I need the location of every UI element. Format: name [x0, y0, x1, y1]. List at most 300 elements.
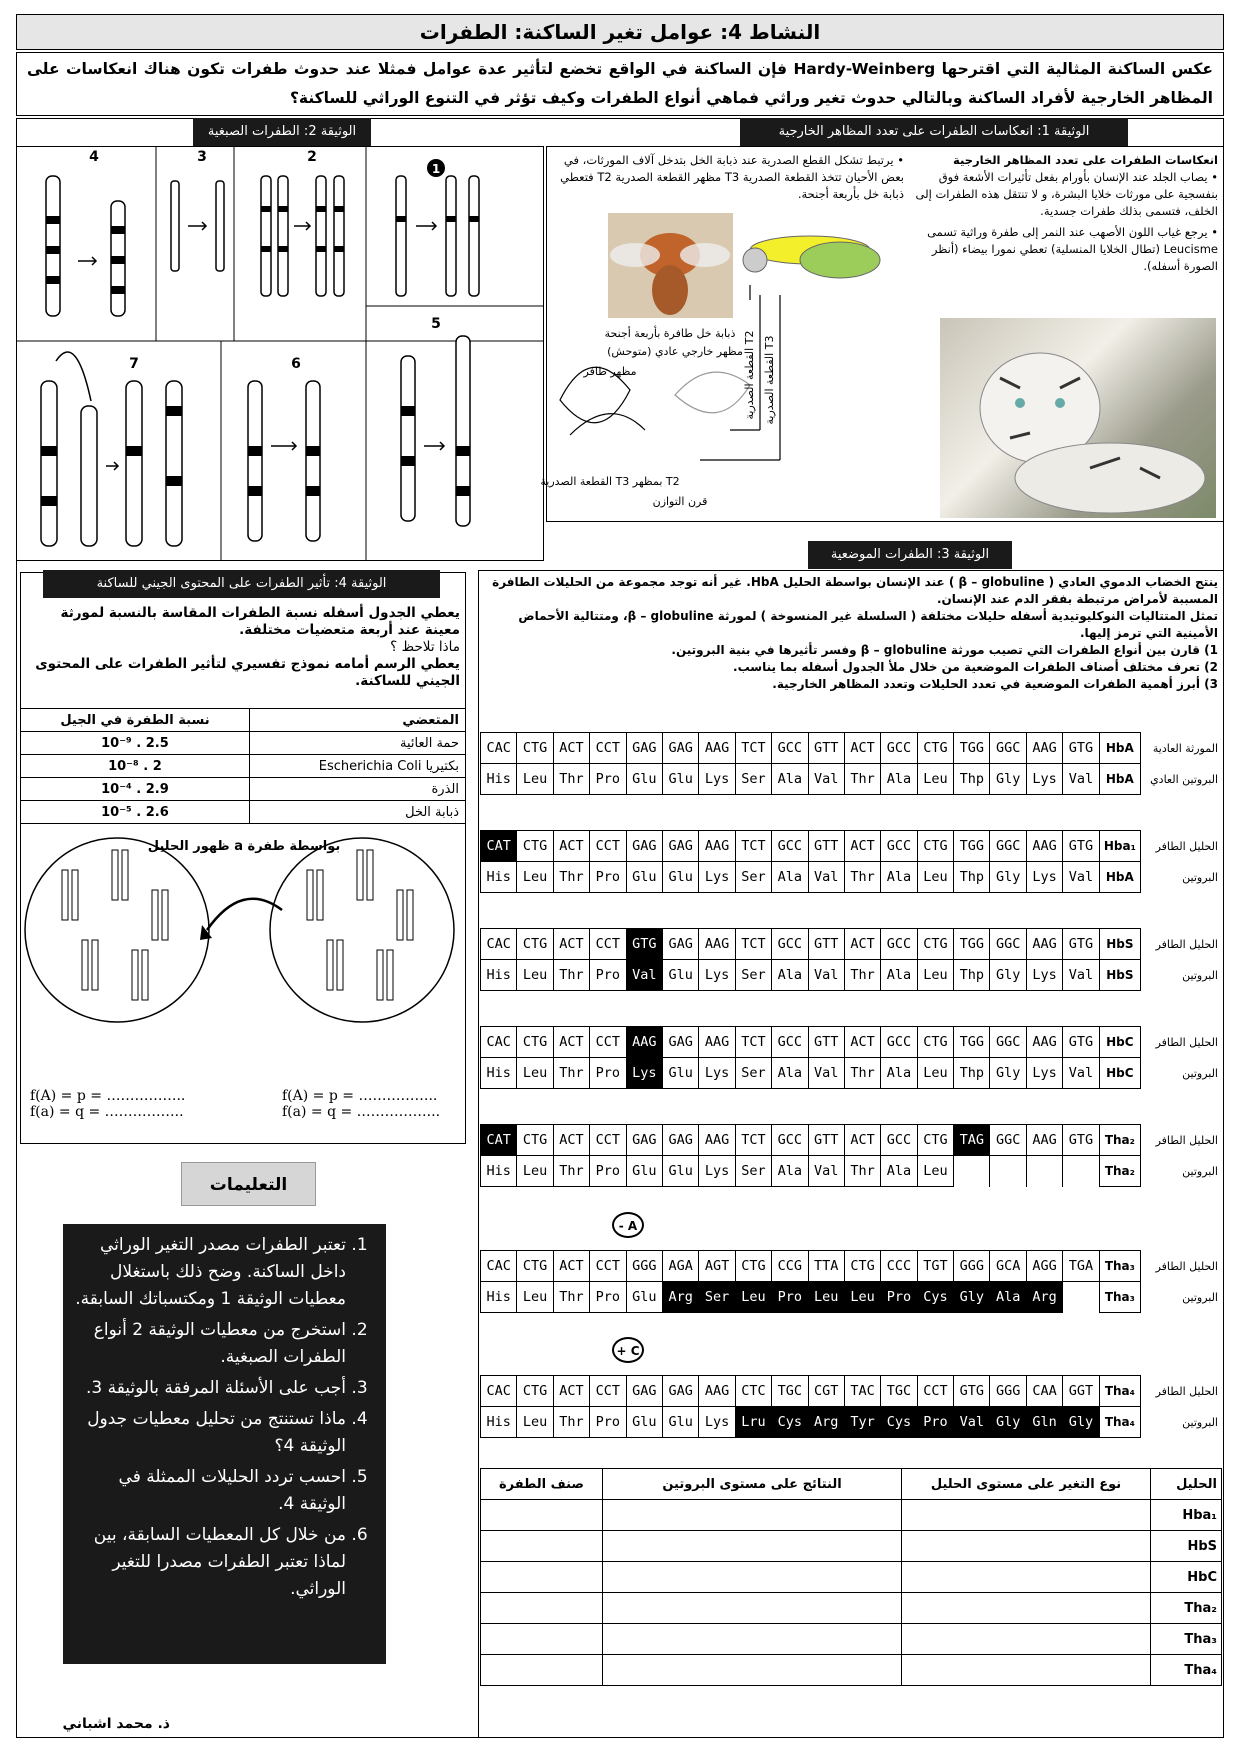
- doc2-number-5-text: 5: [431, 316, 441, 332]
- answer-cell[interactable]: [902, 1624, 1151, 1655]
- doc3-label: الوثيقة 3: الطفرات الموضعية: [808, 541, 1012, 569]
- fly-diagram-colored: [743, 236, 880, 278]
- answer-cell[interactable]: [481, 1624, 603, 1655]
- amino-acid-cell: Glu: [662, 960, 698, 991]
- amino-acid-cell: Pro: [590, 1058, 626, 1089]
- answer-cell[interactable]: [603, 1500, 902, 1531]
- answer-cell[interactable]: [481, 1562, 603, 1593]
- amino-acid-cell: Leu: [517, 1407, 553, 1438]
- answer-cell[interactable]: [481, 1655, 603, 1686]
- t3t2-caption: القطعة الصدرية T3 بمظهر T2: [540, 475, 680, 488]
- amino-acid-cell: Cys: [772, 1407, 808, 1438]
- amino-acid-cell: Lys: [626, 1058, 662, 1089]
- population-model-figure: [22, 830, 464, 1030]
- amino-acid-cell: Gly: [1063, 1407, 1099, 1438]
- protein-label: البروتين: [1141, 1156, 1222, 1187]
- codon-cell: ACT: [553, 929, 589, 960]
- answer-cell[interactable]: [603, 1562, 902, 1593]
- amino-acid-cell: Thr: [553, 764, 589, 795]
- codon-cell: GGC: [990, 831, 1026, 862]
- codon-cell: TGG: [954, 733, 990, 764]
- codon-cell: GTG: [1063, 1125, 1099, 1156]
- amino-acid-cell: Lys: [1026, 764, 1062, 795]
- table-header-organism: المتعضي: [249, 709, 465, 732]
- codon-cell: CTG: [844, 1251, 880, 1282]
- amino-acid-cell: Thp: [954, 960, 990, 991]
- mutation-rate-table: [20, 708, 466, 824]
- doc2-number-4-text: 4: [89, 149, 99, 165]
- amino-acid-cell: Lys: [699, 1407, 735, 1438]
- answer-cell[interactable]: [902, 1500, 1151, 1531]
- amino-acid-cell: Thr: [844, 960, 880, 991]
- codon-cell: GTG: [1063, 831, 1099, 862]
- protein-row: [481, 1407, 1223, 1438]
- answer-cell[interactable]: [603, 1624, 902, 1655]
- allele-name: Tha₃: [1099, 1251, 1140, 1282]
- doc2-number-1: [427, 159, 445, 177]
- mutation-marker: - A: [612, 1212, 644, 1238]
- doc1-p2: • يرجع غياب اللون الأصهب عند النمر إلى طفرة وراثية تسمى Leucisme (تطال الخلايا المنسلية) تعطي نمورا بيضاء (أنظر الصورة أسفله).: [927, 225, 1218, 273]
- codon-cell: CTG: [517, 733, 553, 764]
- codon-cell: TGC: [772, 1376, 808, 1407]
- allele-name: HbA: [1099, 733, 1140, 764]
- amino-acid-cell: Leu: [808, 1282, 844, 1313]
- codon-cell: TAC: [844, 1376, 880, 1407]
- codon-cell: AAG: [1026, 929, 1062, 960]
- allele-label: الحليل الطافر: [1141, 929, 1222, 960]
- org-cell: حمة العائية: [249, 732, 465, 755]
- amino-acid-cell: Val: [808, 960, 844, 991]
- amino-acid-cell: His: [481, 862, 517, 893]
- amino-acid-cell: Pro: [772, 1282, 808, 1313]
- amino-acid-cell: Thr: [553, 1156, 589, 1187]
- answer-cell[interactable]: [902, 1593, 1151, 1624]
- instruction-item: 3. أجب على الأسئلة المرفقة بالوثيقة 3.: [75, 1375, 346, 1402]
- allele-label: المورثة العادية: [1141, 733, 1222, 764]
- answer-row: [481, 1500, 1222, 1531]
- protein-row: [481, 764, 1223, 795]
- amino-acid-cell: Lys: [1026, 862, 1062, 893]
- codon-cell: CCT: [590, 733, 626, 764]
- amino-acid-cell: Val: [808, 764, 844, 795]
- codon-cell: GTT: [808, 929, 844, 960]
- codon-cell: ACT: [553, 1027, 589, 1058]
- codon-cell: CAC: [481, 1376, 517, 1407]
- amino-acid-cell: Thr: [553, 1407, 589, 1438]
- codon-cell: GAG: [662, 831, 698, 862]
- answer-allele: Tha₃: [1151, 1624, 1222, 1655]
- answer-row: [481, 1562, 1222, 1593]
- codon-cell: GTG: [1063, 1027, 1099, 1058]
- codon-cell: GAG: [662, 1125, 698, 1156]
- amino-acid-cell: Gly: [990, 960, 1026, 991]
- instruction-item: 5. احسب تردد الحليلات الممثلة في الوثيقة 4.: [75, 1464, 346, 1518]
- codon-cell: CGT: [808, 1376, 844, 1407]
- amino-acid-cell: Ser: [735, 764, 771, 795]
- answer-allele: HbC: [1151, 1562, 1222, 1593]
- mutation-marker: + C: [612, 1337, 644, 1363]
- answer-row: [481, 1655, 1222, 1686]
- ans-header-type: صنف الطفرة: [481, 1469, 603, 1500]
- answer-cell[interactable]: [902, 1655, 1151, 1686]
- org-cell: بكتيريا Escherichia Coli: [249, 755, 465, 778]
- intro-paragraph: عكس الساكنة المثالية التي اقترحها Hardy-Weinberg فإن الساكنة في الواقع تخضع لتأثير عدة عوامل فمثلا عند حدوث طفرات تكون هناك انعكاسات على المظاهر الخارجية لأفراد الساكنة وبالتالي حدوث تغير وراثي فماهي أنواع الطفرات وكيف تؤثر في التنوع الوراثي للساكنة؟: [16, 52, 1224, 116]
- codon-cell: CAC: [481, 929, 517, 960]
- amino-acid-cell: Pro: [917, 1407, 953, 1438]
- codon-cell: AAG: [1026, 733, 1062, 764]
- doc3-p2: تمثل المتتاليات النوكليوتيدية أسفله حليلات مختلفة ( السلسلة غير المنسوخة ) لمورثة β – globuline، ومتتالية الأحماض الأمينية التي ترمز إليها.: [518, 609, 1218, 640]
- codon-cell: GGG: [626, 1251, 662, 1282]
- codon-cell: CCT: [590, 1125, 626, 1156]
- codon-cell: AAG: [699, 929, 735, 960]
- codon-cell: CTG: [517, 1125, 553, 1156]
- codon-cell: GCC: [881, 831, 917, 862]
- codon-cell: CTC: [735, 1376, 771, 1407]
- answer-cell[interactable]: [603, 1531, 902, 1562]
- codon-cell: GCC: [772, 1027, 808, 1058]
- codon-cell: TGT: [917, 1251, 953, 1282]
- protein-row: [481, 1156, 1223, 1187]
- codon-cell: GGC: [990, 733, 1026, 764]
- protein-label: البروتين: [1141, 1407, 1222, 1438]
- allele-name: HbS: [1099, 929, 1140, 960]
- freq-left: [30, 1088, 185, 1120]
- doc1-p3: • يرتبط تشكل القطع الصدرية عند ذبابة الخل بتدخل آلاف المورثات، في بعض الأحيان تتخذ القطعة الصدرية T3 مظهر القطعة الصدرية T2 فتعطي ذبابة خل بأربعة أجنحة.: [560, 153, 904, 201]
- answer-cell[interactable]: [481, 1531, 603, 1562]
- codon-cell: CCT: [590, 1251, 626, 1282]
- codon-cell: ACT: [844, 929, 880, 960]
- allele-label: الحليل الطافر: [1141, 1376, 1222, 1407]
- amino-acid-cell: Lys: [699, 862, 735, 893]
- answer-row: [481, 1531, 1222, 1562]
- instruction-item: 4. ماذا تستنتج من تحليل معطيات جدول الوثيقة 4؟: [75, 1406, 346, 1460]
- codon-cell: TGC: [881, 1376, 917, 1407]
- amino-acid-cell: Lys: [699, 764, 735, 795]
- doc2-number-7: [129, 356, 139, 372]
- amino-acid-cell: Thr: [553, 862, 589, 893]
- codon-cell: CAC: [481, 1251, 517, 1282]
- amino-acid-cell: Glu: [662, 1058, 698, 1089]
- allele-name: Hba₁: [1099, 831, 1140, 862]
- codon-cell: TAG: [954, 1125, 990, 1156]
- amino-acid-cell: Gly: [990, 764, 1026, 795]
- codon-cell: AGG: [1026, 1251, 1062, 1282]
- codon-cell: GGG: [954, 1251, 990, 1282]
- codon-cell: ACT: [553, 831, 589, 862]
- sequence-table: [480, 1124, 1222, 1187]
- codon-cell: TGG: [954, 1027, 990, 1058]
- codon-cell: GGC: [990, 1125, 1026, 1156]
- answer-table: [480, 1468, 1222, 1686]
- amino-acid-cell: Leu: [517, 1058, 553, 1089]
- codon-cell: TCT: [735, 929, 771, 960]
- codon-cell: TCT: [735, 1027, 771, 1058]
- protein-label: البروتين: [1141, 862, 1222, 893]
- codon-cell: AAG: [699, 733, 735, 764]
- rate-cell: 2.9 . 10⁻⁴: [21, 778, 250, 801]
- doc3-q2: 2) تعرف مختلف أصناف الطفرات الموضعية من خلال ملأ الجدول أسفله بما يناسب.: [733, 660, 1218, 674]
- amino-acid-cell: Thr: [844, 1156, 880, 1187]
- amino-acid-cell: Arg: [808, 1407, 844, 1438]
- freq-right-p: f(A) = p = ……………..: [282, 1088, 438, 1104]
- codon-cell: CCT: [590, 1027, 626, 1058]
- amino-acid-cell: Thp: [954, 764, 990, 795]
- codon-cell: GAG: [626, 733, 662, 764]
- amino-acid-cell: His: [481, 960, 517, 991]
- table-row: [21, 801, 466, 824]
- codon-cell: ACT: [553, 1125, 589, 1156]
- protein-label: البروتين: [1141, 960, 1222, 991]
- amino-acid-cell: Cys: [917, 1282, 953, 1313]
- amino-acid-cell: Leu: [917, 960, 953, 991]
- allele-label: الحليل الطافر: [1141, 1251, 1222, 1282]
- amino-acid-cell: Val: [954, 1407, 990, 1438]
- codon-cell: GTT: [808, 1125, 844, 1156]
- amino-acid-cell: Ala: [881, 764, 917, 795]
- codon-cell: CTG: [917, 1027, 953, 1058]
- amino-acid-cell: Thr: [553, 960, 589, 991]
- amino-acid-cell: Lys: [1026, 960, 1062, 991]
- doc4-text: [24, 605, 460, 690]
- amino-acid-cell: Glu: [626, 1156, 662, 1187]
- allele-name: Tha₄: [1099, 1376, 1140, 1407]
- t2-caption: القطعة الصدرية T2: [743, 330, 756, 420]
- codon-cell: CCT: [590, 831, 626, 862]
- amino-acid-cell: Glu: [662, 764, 698, 795]
- codon-cell: CAC: [481, 733, 517, 764]
- amino-acid-cell: Glu: [626, 764, 662, 795]
- codon-cell: GCC: [881, 1027, 917, 1058]
- amino-acid-cell: Ser: [735, 1156, 771, 1187]
- codon-cell: GGG: [990, 1376, 1026, 1407]
- drosophila-figure: [540, 205, 905, 520]
- codon-cell: CAT: [481, 1125, 517, 1156]
- haltere-caption: قرن التوازن: [652, 495, 708, 508]
- amino-acid-cell: Gly: [990, 1407, 1026, 1438]
- codon-cell: CTG: [917, 929, 953, 960]
- author-footer: ذ. محمد اشباني: [62, 1716, 170, 1732]
- codon-cell: TGG: [954, 929, 990, 960]
- allele-label: الحليل الطافر: [1141, 1027, 1222, 1058]
- doc1-heading: انعكاسات الطفرات على تعدد المظاهر الخارجية: [953, 153, 1218, 167]
- freq-right: [282, 1088, 440, 1120]
- codon-cell: GCC: [772, 1125, 808, 1156]
- doc2-number-7-text: 7: [129, 356, 139, 372]
- codon-cell: GAG: [662, 733, 698, 764]
- amino-acid-cell: Val: [1063, 764, 1099, 795]
- codon-cell: CTG: [917, 733, 953, 764]
- freq-left-p: f(A) = p = ……………..: [30, 1088, 186, 1104]
- doc1-label: الوثيقة 1: انعكاسات الطفرات على تعدد المظاهر الخارجية: [740, 118, 1128, 146]
- amino-acid-cell: Val: [808, 1058, 844, 1089]
- freq-right-q: f(a) = q = ……………...: [282, 1104, 441, 1120]
- doc2-number-2: [307, 149, 317, 165]
- amino-acid-cell: Gly: [990, 862, 1026, 893]
- codon-cell: GAG: [626, 1376, 662, 1407]
- dna-row: [481, 1027, 1223, 1058]
- amino-acid-cell: Val: [626, 960, 662, 991]
- doc3-text: [484, 574, 1218, 693]
- codon-cell: GCC: [881, 733, 917, 764]
- amino-acid-cell: Pro: [590, 862, 626, 893]
- codon-cell: AAG: [699, 1125, 735, 1156]
- doc2-number-1-text: 1: [431, 162, 441, 176]
- doc2-number-2-text: 2: [307, 149, 317, 165]
- codon-cell: ACT: [844, 831, 880, 862]
- org-cell: الذرة: [249, 778, 465, 801]
- white-tiger-photo: [940, 318, 1216, 518]
- codon-cell: TGA: [1063, 1251, 1099, 1282]
- protein-name: Tha₂: [1099, 1156, 1140, 1187]
- amino-acid-cell: Ala: [881, 1156, 917, 1187]
- amino-acid-cell: Ala: [881, 1058, 917, 1089]
- answer-cell[interactable]: [481, 1593, 603, 1624]
- codon-cell: GTT: [808, 733, 844, 764]
- codon-cell: CAC: [481, 1027, 517, 1058]
- chromosome-mutations-figure: [16, 146, 544, 561]
- amino-acid-cell: Leu: [735, 1282, 771, 1313]
- codon-cell: GCC: [772, 733, 808, 764]
- answer-cell[interactable]: [603, 1593, 902, 1624]
- amino-acid-cell: Ser: [735, 1058, 771, 1089]
- dna-row: [481, 1125, 1223, 1156]
- sequence-table: [480, 1375, 1222, 1438]
- amino-acid-cell: Lru: [735, 1407, 771, 1438]
- codon-cell: GCC: [881, 929, 917, 960]
- protein-label: البروتين: [1141, 1058, 1222, 1089]
- amino-acid-cell: [1026, 1156, 1062, 1187]
- dna-row: [481, 831, 1223, 862]
- amino-acid-cell: Thr: [553, 1058, 589, 1089]
- codon-cell: GTG: [1063, 929, 1099, 960]
- amino-acid-cell: Thp: [954, 1058, 990, 1089]
- rate-cell: 2 . 10⁻⁸: [21, 755, 250, 778]
- amino-acid-cell: Glu: [662, 1407, 698, 1438]
- amino-acid-cell: Thr: [844, 1058, 880, 1089]
- codon-cell: ACT: [844, 733, 880, 764]
- dna-row: [481, 929, 1223, 960]
- amino-acid-cell: His: [481, 1156, 517, 1187]
- codon-cell: ACT: [553, 733, 589, 764]
- amino-acid-cell: [1063, 1282, 1099, 1313]
- codon-cell: AGT: [699, 1251, 735, 1282]
- amino-acid-cell: [1063, 1156, 1099, 1187]
- instruction-item: 2. استخرج من معطيات الوثيقة 2 أنواع الطفرات الصبغية.: [75, 1317, 346, 1371]
- amino-acid-cell: Glu: [662, 1156, 698, 1187]
- codon-cell: CTG: [917, 831, 953, 862]
- sequence-table: [480, 732, 1222, 795]
- rate-cell: 2.6 . 10⁻⁵: [21, 801, 250, 824]
- answer-row: [481, 1624, 1222, 1655]
- amino-acid-cell: Pro: [590, 1407, 626, 1438]
- codon-cell: ACT: [553, 1251, 589, 1282]
- amino-acid-cell: Val: [1063, 862, 1099, 893]
- amino-acid-cell: Gly: [990, 1058, 1026, 1089]
- codon-cell: CTG: [517, 1376, 553, 1407]
- ans-header-change: نوع التغير على مستوى الحليل: [902, 1469, 1151, 1500]
- codon-cell: ACT: [553, 1376, 589, 1407]
- amino-acid-cell: Pro: [590, 764, 626, 795]
- answer-cell[interactable]: [603, 1655, 902, 1686]
- codon-cell: GCC: [772, 831, 808, 862]
- codon-cell: CTG: [517, 831, 553, 862]
- amino-acid-cell: Val: [1063, 960, 1099, 991]
- protein-row: [481, 862, 1223, 893]
- answer-allele: HbS: [1151, 1531, 1222, 1562]
- protein-name: HbA: [1099, 862, 1140, 893]
- amino-acid-cell: Val: [1063, 1058, 1099, 1089]
- codon-cell: GAG: [662, 1376, 698, 1407]
- amino-acid-cell: Arg: [1026, 1282, 1062, 1313]
- amino-acid-cell: Glu: [626, 862, 662, 893]
- amino-acid-cell: Leu: [517, 1282, 553, 1313]
- amino-acid-cell: Lys: [699, 960, 735, 991]
- codon-cell: ACT: [844, 1125, 880, 1156]
- amino-acid-cell: Leu: [917, 862, 953, 893]
- protein-name: HbS: [1099, 960, 1140, 991]
- codon-cell: CTG: [517, 929, 553, 960]
- doc1-p1: • يصاب الجلد عند الإنسان بأورام بفعل تأثيرات الأشعة فوق بنفسجية على مورثات خلايا البشرة، و لا تنتقل هذه الطفرات إلى الخلف، فتسمى بذلك طفرات جسدية.: [915, 170, 1218, 218]
- codon-cell: AAG: [1026, 831, 1062, 862]
- amino-acid-cell: Thp: [954, 862, 990, 893]
- amino-acid-cell: His: [481, 1058, 517, 1089]
- page-title: النشاط 4: عوامل تغير الساكنة: الطفرات: [16, 14, 1224, 50]
- doc2-number-6: [291, 356, 301, 372]
- mutant-caption: مظهر طافر: [583, 365, 637, 378]
- normal-caption: مظهر خارجي عادي (متوحش): [607, 345, 743, 358]
- codon-cell: GTT: [808, 1027, 844, 1058]
- freq-left-q: f(a) = q = ……………..: [30, 1104, 184, 1120]
- codon-cell: GAG: [662, 929, 698, 960]
- codon-cell: TCT: [735, 733, 771, 764]
- codon-cell: CTG: [735, 1251, 771, 1282]
- table-row: [21, 778, 466, 801]
- amino-acid-cell: Ala: [772, 862, 808, 893]
- amino-acid-cell: Leu: [517, 1156, 553, 1187]
- sequence-table: [480, 1026, 1222, 1089]
- amino-acid-cell: Glu: [626, 1407, 662, 1438]
- codon-cell: CAA: [1026, 1376, 1062, 1407]
- amino-acid-cell: Ala: [772, 1058, 808, 1089]
- doc2-number-3-text: 3: [197, 149, 207, 165]
- answer-cell[interactable]: [902, 1562, 1151, 1593]
- table-row: [21, 755, 466, 778]
- answer-cell[interactable]: [481, 1500, 603, 1531]
- answer-cell[interactable]: [902, 1531, 1151, 1562]
- allele-name: HbC: [1099, 1027, 1140, 1058]
- t3-caption: القطعة الصدرية T3: [763, 335, 776, 425]
- codon-cell: GTG: [954, 1376, 990, 1407]
- org-cell: ذبابة الخل: [249, 801, 465, 824]
- instruction-item: 6. من خلال كل المعطيات السابقة، بين لماذا تعتبر الطفرات مصدرا للتغير الوراثي.: [75, 1522, 346, 1603]
- amino-acid-cell: Ala: [881, 862, 917, 893]
- codon-cell: CCT: [590, 929, 626, 960]
- amino-acid-cell: Arg: [662, 1282, 698, 1313]
- codon-cell: CCG: [772, 1251, 808, 1282]
- codon-cell: GGC: [990, 929, 1026, 960]
- codon-cell: GCC: [881, 1125, 917, 1156]
- amino-acid-cell: Gly: [954, 1282, 990, 1313]
- doc2-number-4: [89, 149, 99, 165]
- codon-cell: AAG: [699, 831, 735, 862]
- table-row: [21, 732, 466, 755]
- ans-header-allele: الحليل: [1151, 1469, 1222, 1500]
- protein-row: [481, 1282, 1223, 1313]
- amino-acid-cell: Ala: [772, 764, 808, 795]
- amino-acid-cell: Ala: [772, 1156, 808, 1187]
- doc4-label: الوثيقة 4: تأثير الطفرات على المحتوى الجيني للساكنة: [43, 570, 440, 598]
- amino-acid-cell: [954, 1156, 990, 1187]
